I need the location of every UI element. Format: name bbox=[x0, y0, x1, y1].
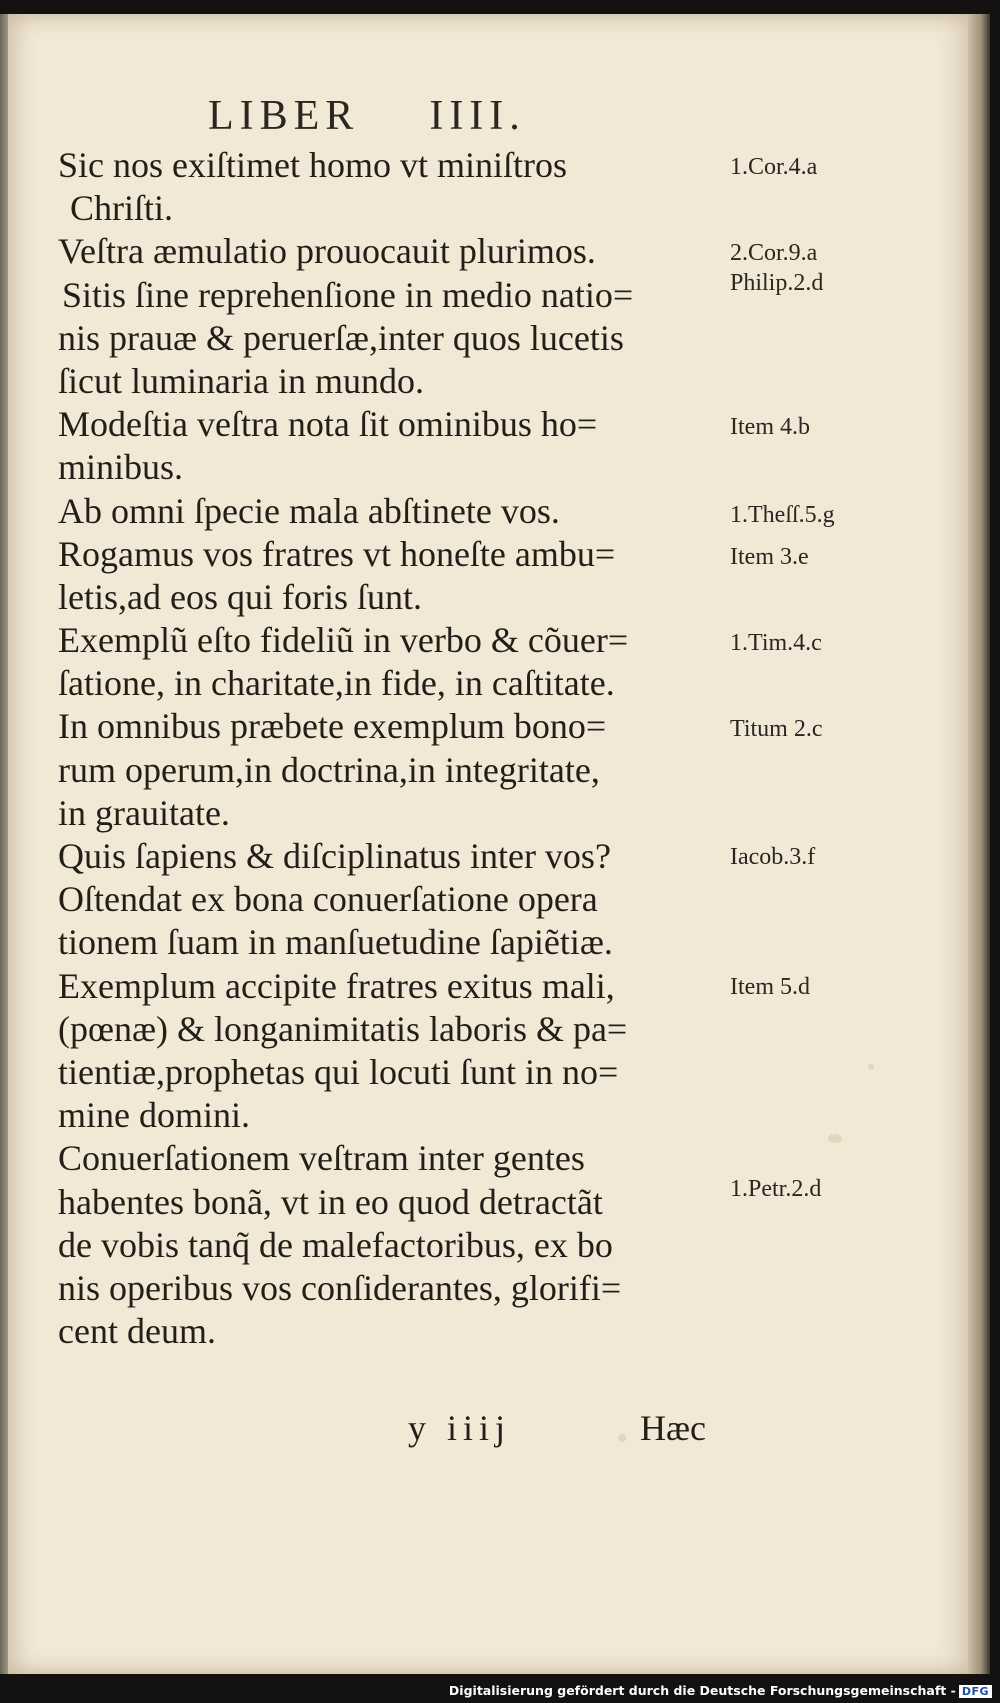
marginal-note: Iacob.3.f bbox=[730, 844, 816, 870]
text-line: In omnibus præbete exemplum bono= bbox=[58, 706, 607, 747]
marginal-note: 1.Theſſ.5.g bbox=[730, 502, 835, 528]
marginal-note: Item 4.b bbox=[730, 414, 810, 440]
marginal-note: 1.Petr.2.d bbox=[730, 1176, 822, 1202]
text-line: (pœnæ) & longanimitatis laboris & pa= bbox=[58, 1008, 628, 1049]
text-line: ſicut luminaria in mundo. bbox=[58, 360, 424, 401]
paper-stain bbox=[618, 1434, 626, 1442]
text-line: Conuerſationem veſtram inter gentes bbox=[58, 1138, 585, 1179]
digitization-credit bbox=[449, 1683, 992, 1698]
text-line: minibus. bbox=[58, 447, 184, 488]
marginal-note: 1.Tim.4.c bbox=[730, 630, 822, 656]
text-line: cent deum. bbox=[58, 1311, 216, 1352]
body-text bbox=[58, 144, 738, 1353]
text-line: Modeſtia veſtra nota ſit ominibus ho= bbox=[58, 404, 598, 445]
text-line: Rogamus vos fratres vt honeſte ambu= bbox=[58, 533, 616, 574]
page-fore-edge bbox=[968, 14, 990, 1674]
text-line: ſatione, in charitate,in fide, in caſtitate. bbox=[58, 663, 615, 704]
paper-stain bbox=[868, 1064, 874, 1070]
text-line: Exemplum accipite fratres exitus mali, bbox=[58, 965, 615, 1006]
text-line: Quis ſapiens & diſciplinatus inter vos? bbox=[58, 836, 611, 876]
text-line: habentes bonã, vt in eo quod detractãt bbox=[58, 1181, 603, 1222]
text-line: Sic nos exiſtimet homo vt miniſtros bbox=[58, 145, 567, 185]
text-line: Ab omni ſpecie mala abſtinete vos. bbox=[58, 490, 560, 531]
marginal-note: Philip.2.d bbox=[730, 270, 824, 296]
text-line: Veſtra æmulatio prouocauit plurimos. bbox=[58, 231, 596, 272]
text-line: rum operum,in doctrina,in integritate, bbox=[58, 749, 600, 790]
text-line: Exemplũ eſto fideliũ in verbo & cõuer= bbox=[58, 620, 629, 661]
marginal-note: Item 3.e bbox=[730, 544, 809, 570]
book-page bbox=[8, 14, 970, 1674]
marginal-note: 2.Cor.9.a bbox=[730, 240, 818, 266]
text-line: nis operibus vos conſiderantes, glorifi= bbox=[58, 1267, 622, 1308]
text-line: Sitis ſine reprehenſione in medio natio= bbox=[62, 274, 634, 315]
text-line: de vobis tanq̃ de malefactoribus, ex bo bbox=[58, 1224, 613, 1265]
folio-number: IIII. bbox=[429, 93, 526, 139]
signature-mark: y iiij bbox=[408, 1408, 512, 1448]
catchword: Hæc bbox=[640, 1408, 706, 1448]
marginal-note: 1.Cor.4.a bbox=[730, 154, 818, 180]
marginal-note: Titum 2.c bbox=[730, 716, 823, 742]
running-head-title: LIBER bbox=[208, 93, 360, 139]
text-line: letis,ad eos qui foris ſunt. bbox=[58, 576, 422, 617]
text-line: tientiæ,prophetas qui locuti ſunt in no= bbox=[58, 1051, 619, 1092]
text-line: Oſtendat ex bona conuerſatione opera bbox=[58, 879, 598, 920]
text-line: Chriſti. bbox=[70, 188, 174, 229]
paper-stain bbox=[828, 1134, 842, 1143]
running-head bbox=[208, 92, 526, 140]
text-line: nis prauæ & peruerſæ,inter quos lucetis bbox=[58, 317, 624, 358]
text-line: mine domini. bbox=[58, 1095, 250, 1136]
marginal-note: Item 5.d bbox=[730, 974, 810, 1000]
dfg-logo-icon: DFG bbox=[959, 1685, 992, 1698]
text-line: in grauitate. bbox=[58, 792, 230, 833]
credit-text: Digitalisierung gefördert durch die Deutsche Forschungsgemeinschaft - bbox=[448, 1683, 956, 1698]
text-line: tionem ſuam in manſuetudine ſapiẽtiæ. bbox=[58, 922, 613, 963]
